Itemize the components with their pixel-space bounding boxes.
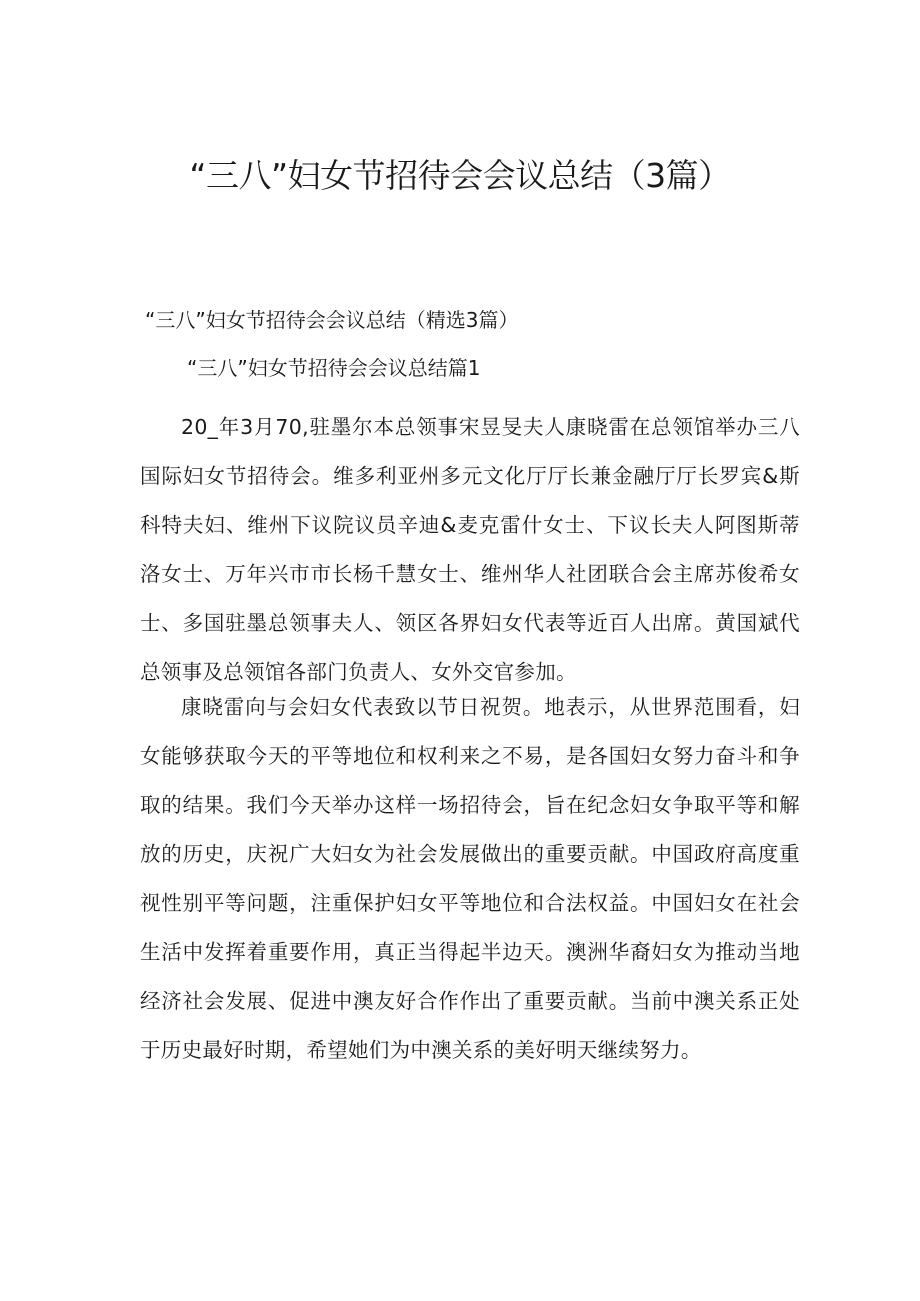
- body-paragraph-1: 20_年3月70,驻墨尔本总领事宋昱旻夫人康晓雷在总领馆举办三八国际妇女节招待会。维多利亚州多元文化厅厅长兼金融厅厅长罗宾&斯科特夫妇、维州下议院议员辛迪&麦克雷什女士、下议长夫人阿图斯蒂洛女士、万年兴市市长杨千慧女士、维州华人社团联合会主席苏俊希女士、多国驻墨总领事夫人、领区各界妇女代表等近百人出席。黄国斌代总领事及总领馆各部门负责人、女外交官参加。: [140, 415, 800, 684]
- document-title: “三八”妇女节招待会会议总结（3篇）: [189, 156, 731, 195]
- body-paragraph-2: 康晓雷向与会妇女代表致以节日祝贺。地表示，从世界范围看，妇女能够获取今天的平等地位和权利来之不易，是各国妇女努力奋斗和争取的结果。我们今天举办这样一场招待会，旨在纪念妇女争取平等和解放的历史，庆祝广大妇女为社会发展做出的重要贡献。中国政府高度重视性别平等问题，注重保护妇女平等地位和合法权益。中国妇女在社会生活中发挥着重要作用，真正当得起半边天。澳洲华裔妇女为推动当地经济社会发展、促进中澳友好合作作出了重要贡献。当前中澳关系正处于历史最好时期，希望她们为中澳关系的美好明天继续努力。: [140, 695, 800, 1062]
- document-subtitle: “三八”妇女节招待会会议总结（精选3篇）: [145, 308, 519, 332]
- section-heading: “三八”妇女节招待会会议总结篇1: [187, 356, 481, 380]
